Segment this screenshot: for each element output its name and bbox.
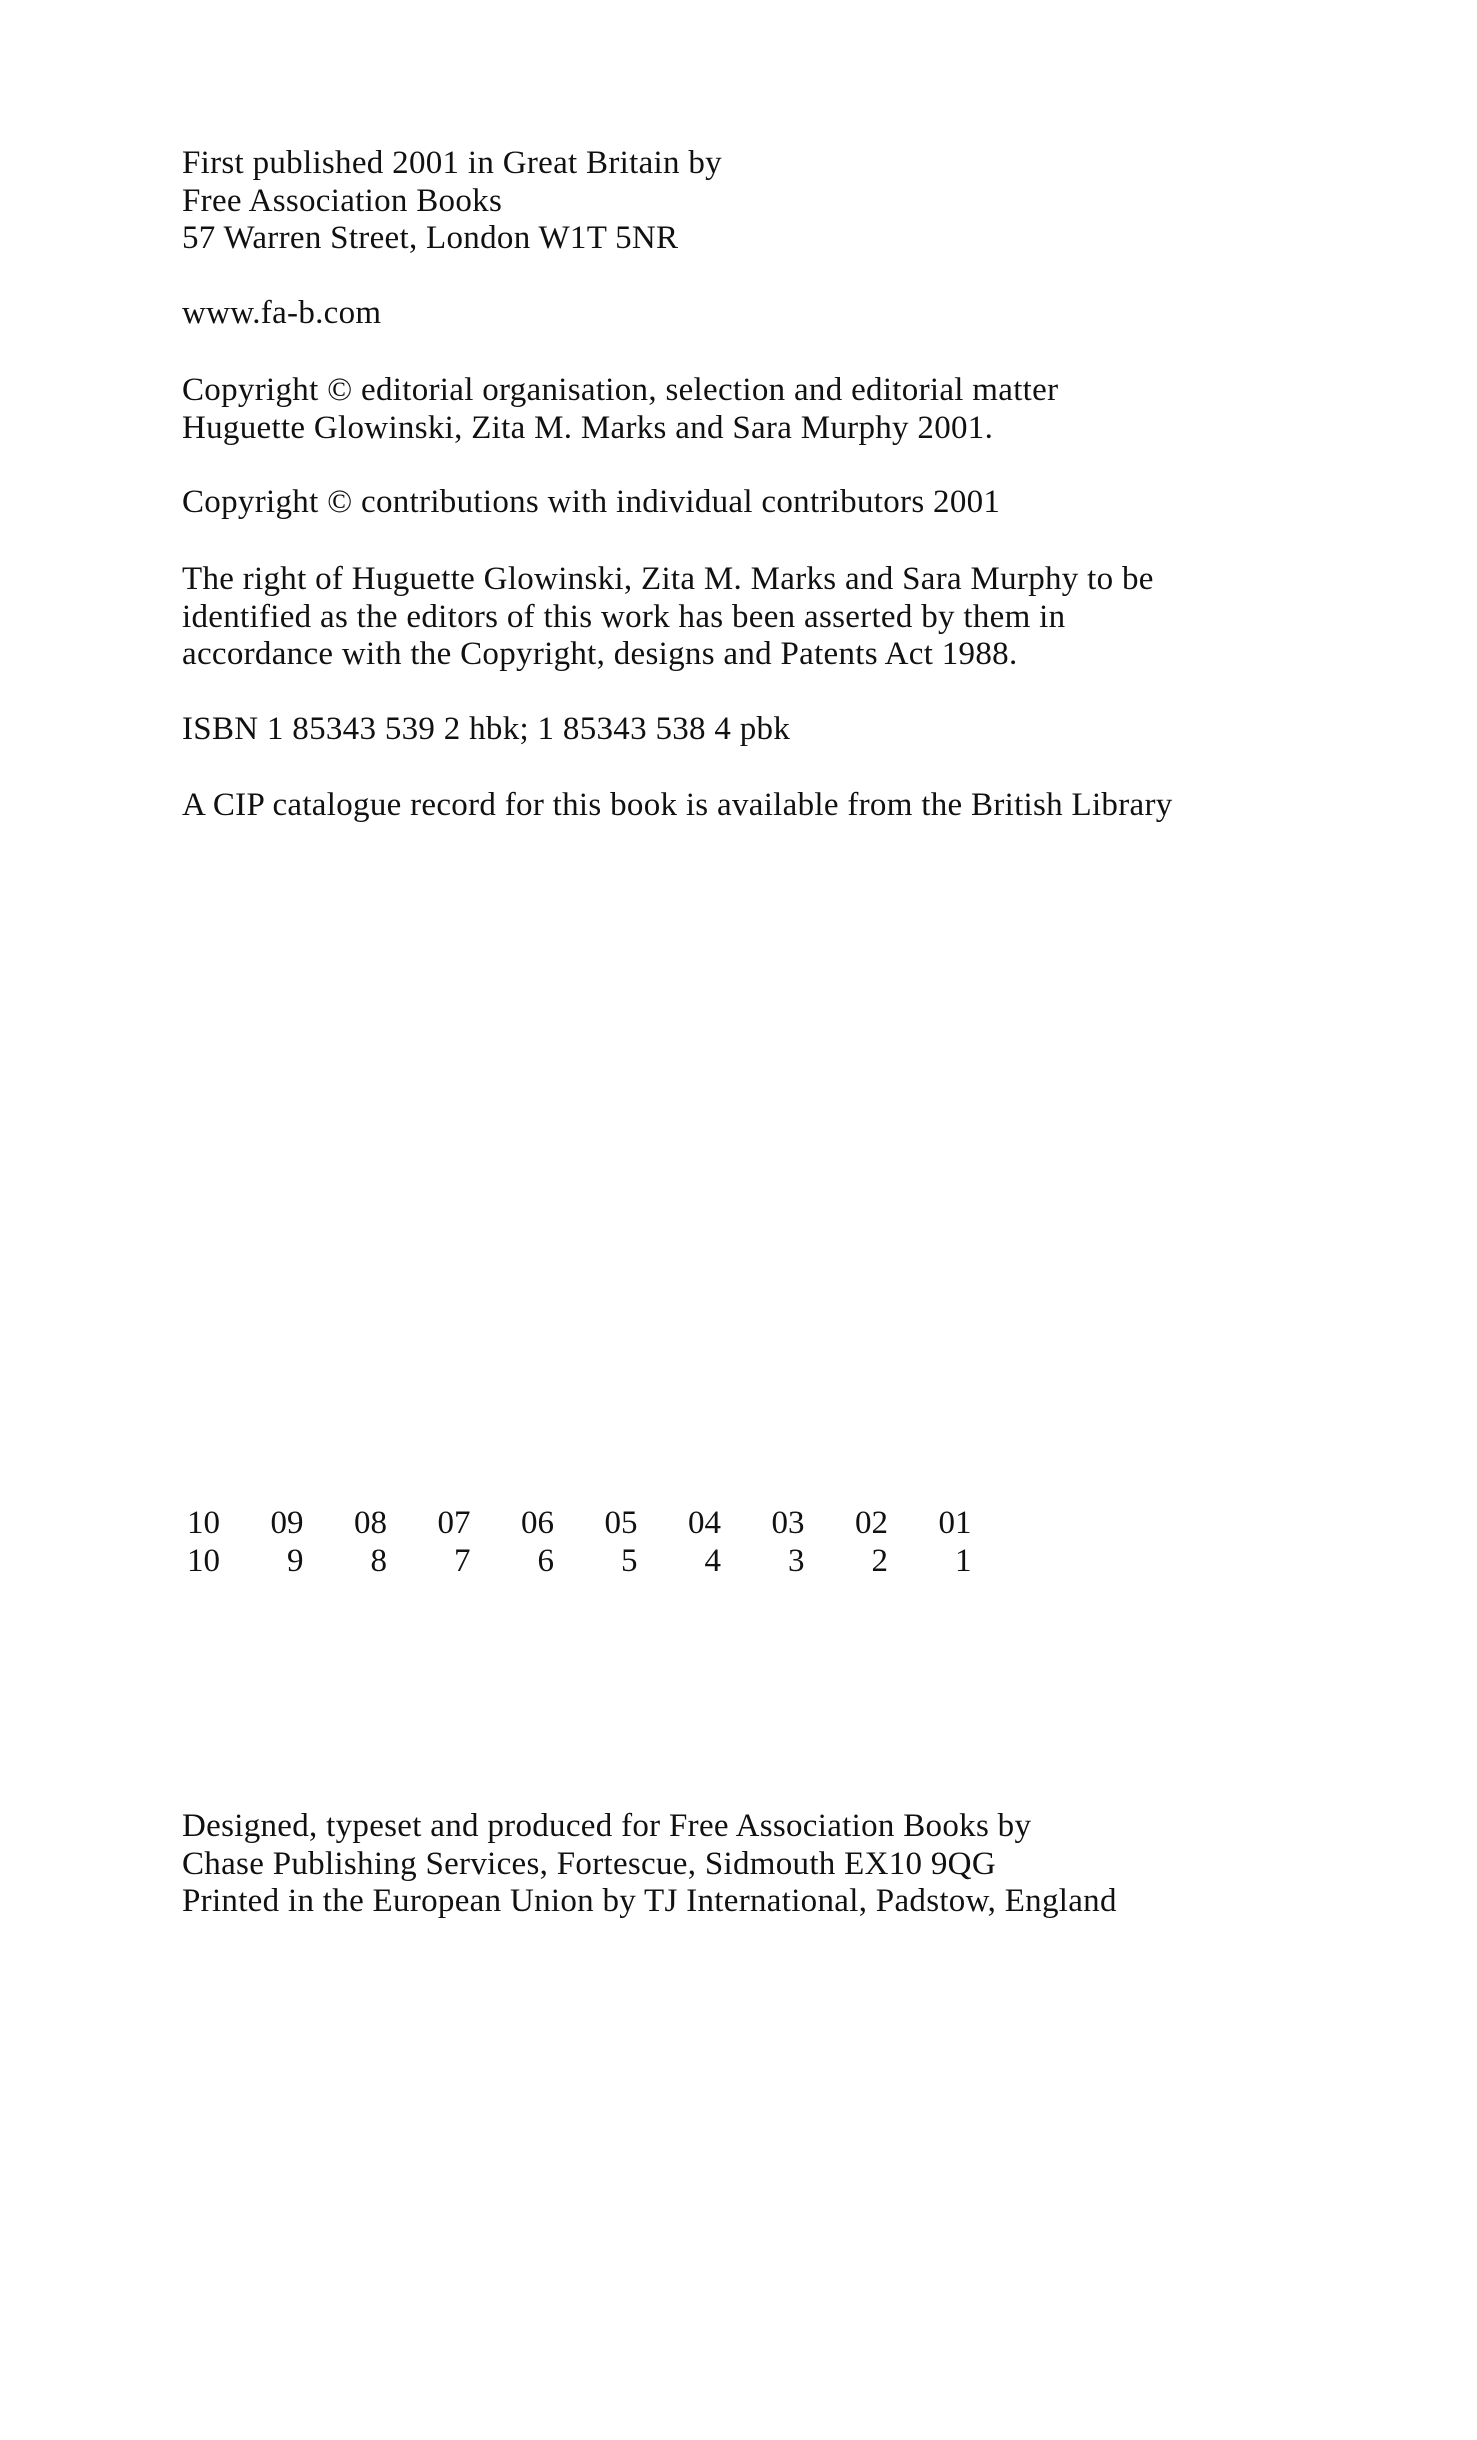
text-line: accordance with the Copyright, designs and Patents Act 1988. (182, 636, 1018, 672)
text-line: A CIP catalogue record for this book is available from the British Library (182, 787, 1173, 823)
printing-number: 02 (855, 1505, 888, 1541)
printing-number: 06 (521, 1505, 554, 1541)
printing-number: 5 (621, 1542, 638, 1579)
printing-number: 10 (187, 1542, 220, 1579)
printing-number: 08 (354, 1505, 387, 1541)
printing-number: 05 (604, 1505, 638, 1541)
text-line: Copyright © contributions with individual contributors 2001 (182, 484, 1001, 520)
production-credits (182, 1808, 1117, 1921)
printing-number: 9 (287, 1542, 304, 1579)
cip-record (182, 787, 1173, 825)
printing-number: 07 (437, 1505, 471, 1541)
printing-number: 6 (537, 1542, 554, 1579)
text-line: Free Association Books (182, 182, 503, 219)
printing-number: 1 (955, 1542, 972, 1579)
copyright-editorial (182, 372, 1058, 447)
text-line: Chase Publishing Services, Fortescue, Sidmouth EX10 9QG (182, 1845, 996, 1882)
printing-number: 10 (187, 1505, 220, 1541)
text-line: The right of Huguette Glowinski, Zita M. Marks and Sara Murphy to be (182, 561, 1154, 597)
text-line: Copyright © editorial organisation, selection and editorial matter (182, 372, 1059, 408)
text-line: First published 2001 in Great Britain by (182, 145, 722, 181)
text-line: 57 Warren Street, London W1T 5NR (182, 220, 679, 256)
printing-number: 3 (788, 1542, 805, 1579)
printing-number: 03 (771, 1505, 805, 1541)
printing-number: 09 (270, 1505, 304, 1541)
text-line: Huguette Glowinski, Zita M. Marks and Sara Murphy 2001. (182, 409, 994, 446)
website-text: www.fa-b.com (182, 295, 382, 331)
printing-number: 4 (704, 1542, 721, 1579)
publisher-block (182, 145, 722, 258)
isbn (182, 711, 790, 749)
website (182, 295, 381, 333)
printing-number: 2 (871, 1542, 888, 1579)
printing-number: 04 (688, 1505, 721, 1541)
printing-number: 7 (454, 1542, 471, 1579)
printing-number: 01 (938, 1505, 972, 1541)
text-line: Printed in the European Union by TJ International, Padstow, England (182, 1883, 1117, 1919)
printing-number: 8 (370, 1542, 387, 1579)
moral-rights (182, 561, 1154, 674)
text-line: Designed, typeset and produced for Free Association Books by (182, 1808, 1032, 1844)
text-line: ISBN 1 85343 539 2 hbk; 1 85343 538 4 pbk (182, 711, 791, 747)
text-line: identified as the editors of this work has been asserted by them in (182, 598, 1066, 635)
copyright-contributions (182, 484, 1000, 522)
